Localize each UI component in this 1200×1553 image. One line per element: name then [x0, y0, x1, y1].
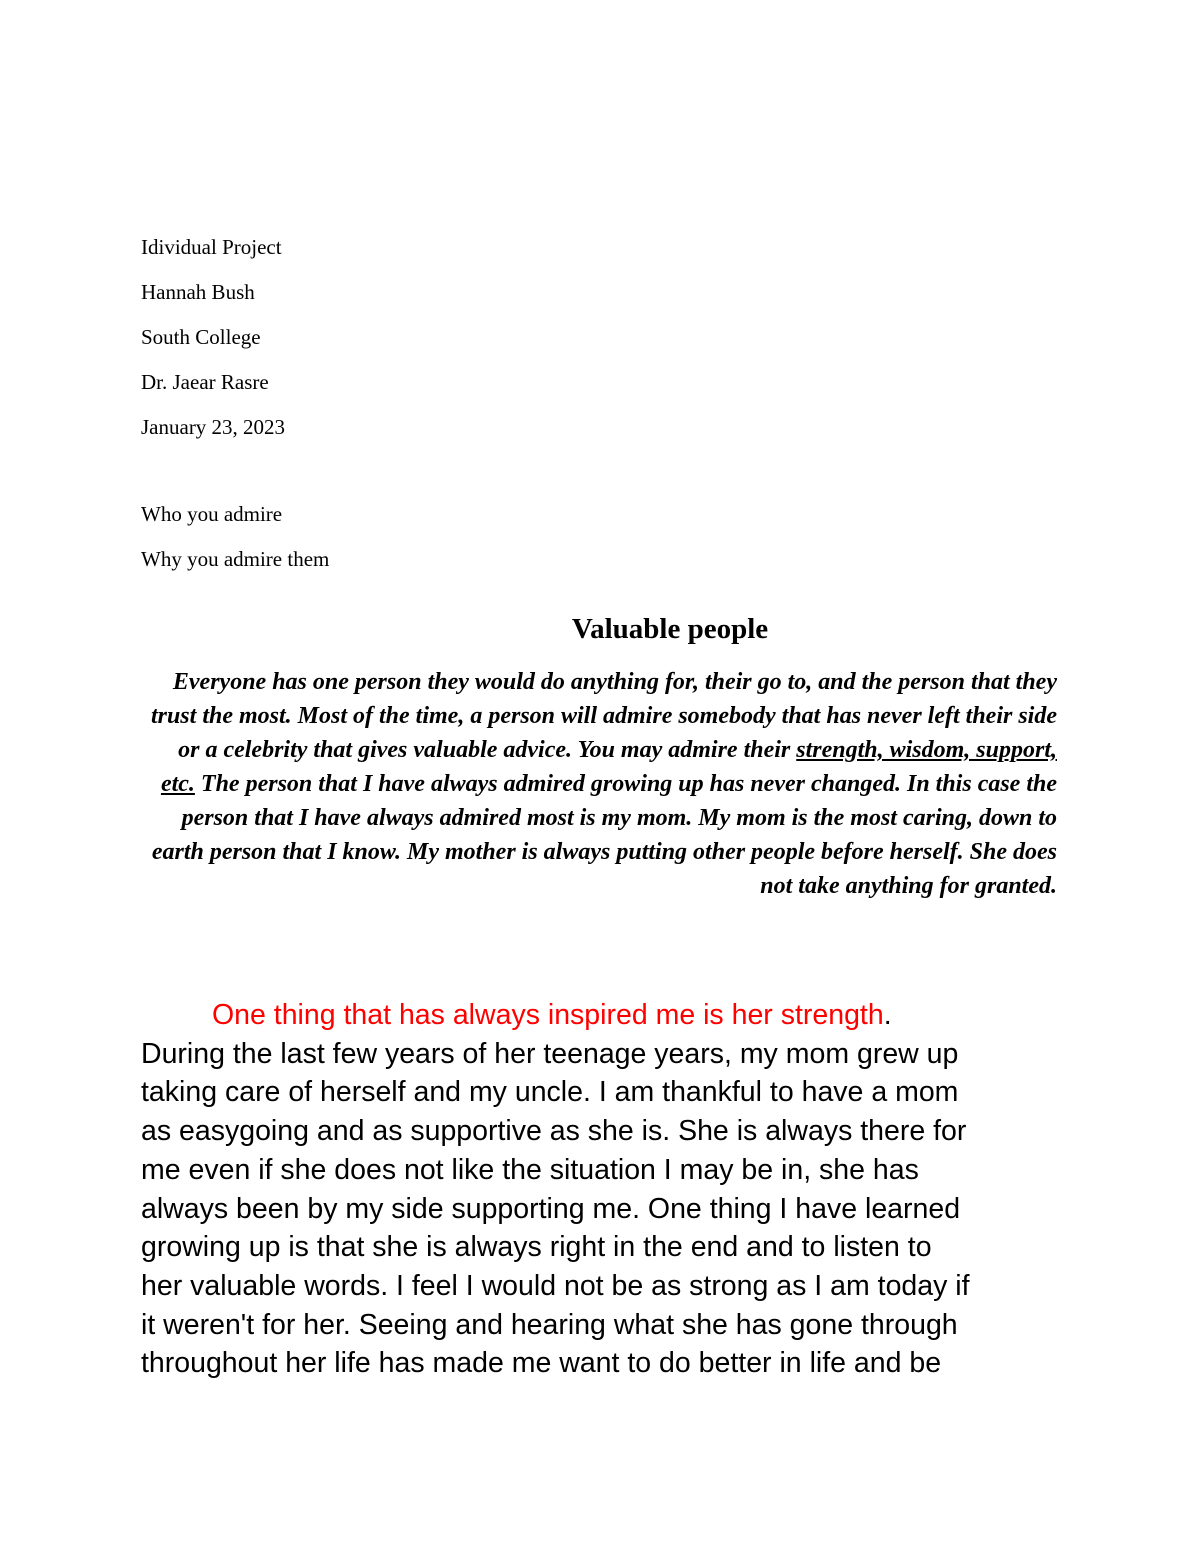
body-line: always been by my side supporting me. One thing I have learned: [141, 1192, 961, 1225]
instructor-name: Dr. Jaear Rasre: [141, 370, 269, 394]
body-line: as easygoing and as supportive as she is. She is always there for: [141, 1115, 967, 1148]
highlight-period: .: [883, 999, 892, 1031]
date-line: January 23, 2023: [141, 415, 286, 439]
intro-underlined-text: strength, wisdom, support, etc.: [160, 737, 1057, 797]
intro-text-end: The person that I have always admired growing up has never changed. In this case the person that I have always admired most is my mom. My mom is the most caring, down to earth person that I know. My mother is always putting other people before herself. She does not take anything for granted.: [151, 771, 1057, 899]
prompt-who: Who you admire: [141, 502, 283, 526]
body-line: taking care of herself and my uncle. I am thankful to have a mom: [141, 1076, 959, 1109]
body-line: her valuable words. I feel I would not be as strong as I am today if: [141, 1269, 970, 1302]
body-line: growing up is that she is always right in the end and to listen to: [141, 1231, 932, 1264]
school-name: South College: [141, 325, 261, 349]
body-line: During the last few years of her teenage years, my mom grew up: [141, 1037, 959, 1070]
prompt-block: [141, 492, 329, 582]
intro-paragraph: [141, 665, 1057, 903]
body-line: throughout her life has made me want to do better in life and be: [141, 1347, 942, 1380]
intro-text-start: Everyone has one person they would do anything for, their go to, and the person that they trust the most. Most of the time, a person will admire somebody that has never left their side or a celebrity that gives valuable advice. You may admire their: [150, 669, 1057, 763]
highlighted-sentence: One thing that has always inspired me is her strength: [212, 999, 884, 1031]
document-title: Valuable people: [571, 613, 769, 645]
header-block: [141, 225, 285, 450]
body-line: it weren't for her. Seeing and hearing what she has gone through: [141, 1308, 958, 1341]
prompt-why: Why you admire them: [141, 547, 330, 571]
student-name: Hannah Bush: [141, 280, 255, 304]
body-line: me even if she does not like the situation I may be in, she has: [141, 1153, 919, 1186]
project-line: Idividual Project: [141, 235, 282, 259]
body-lead-line: [141, 996, 1071, 1035]
body-paragraph: [141, 996, 1071, 1383]
